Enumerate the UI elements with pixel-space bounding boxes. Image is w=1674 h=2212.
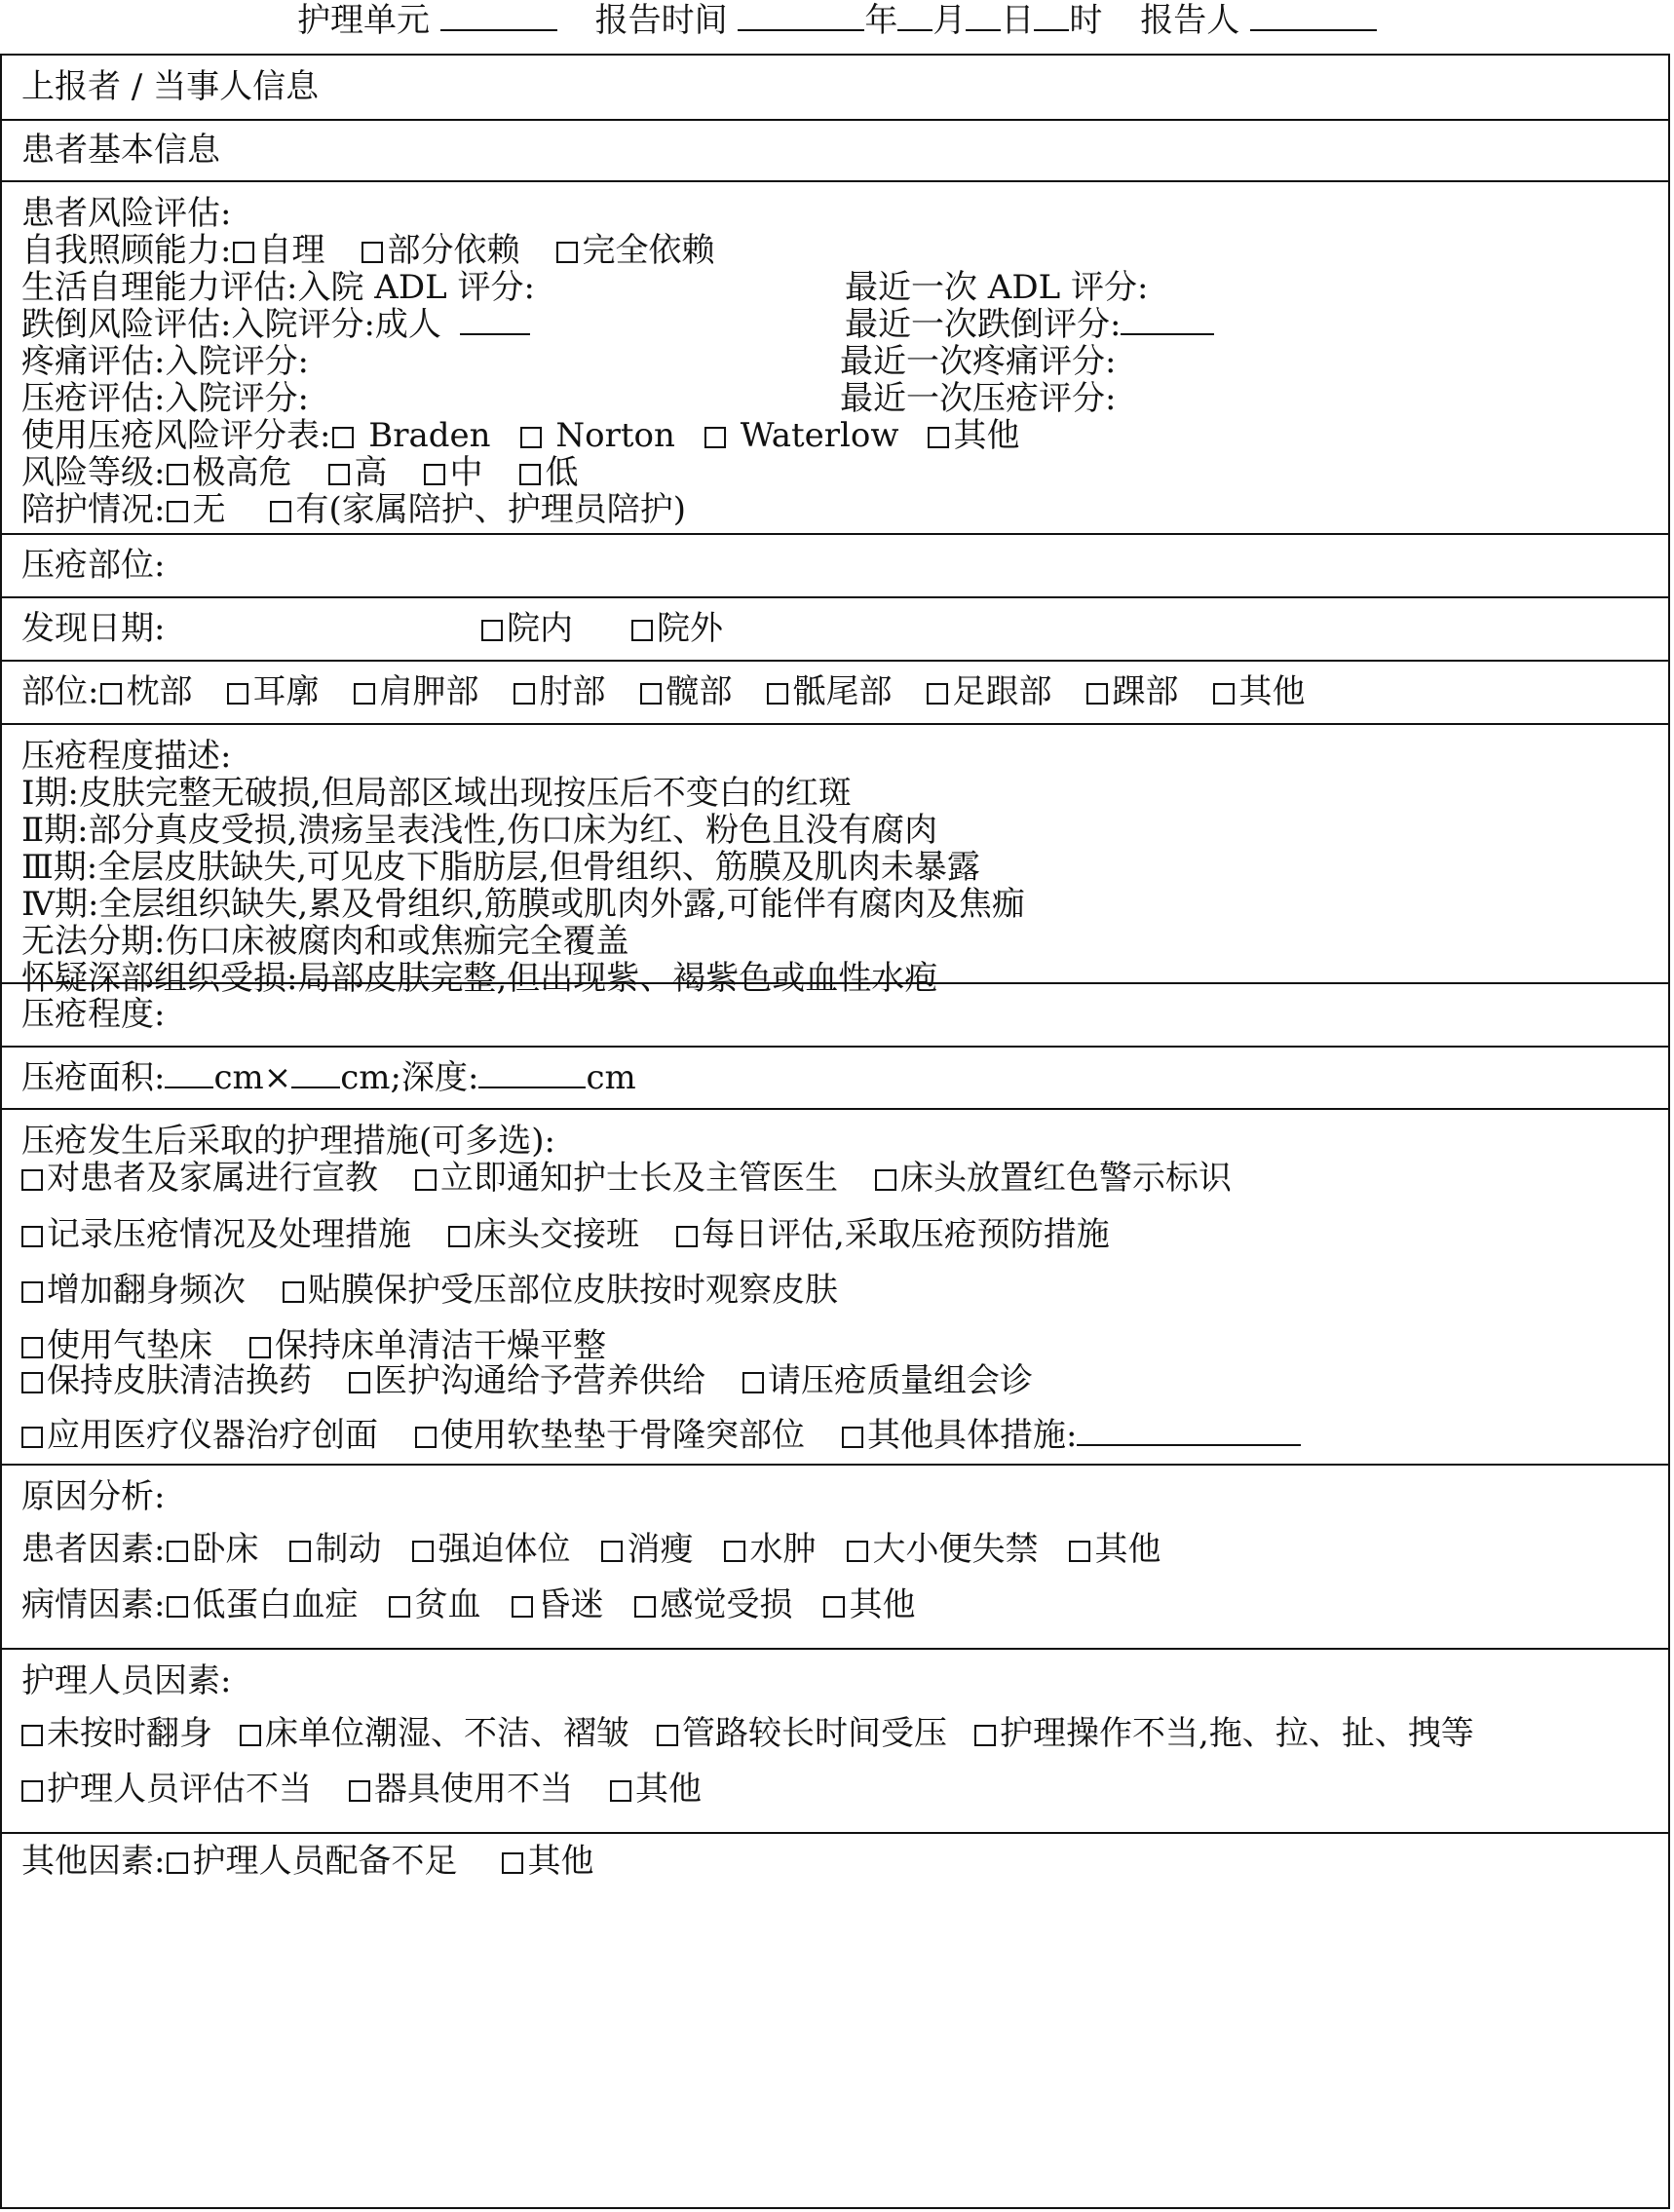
location-row: [21, 665, 1658, 719]
location-option[interactable]: 足跟部: [925, 665, 1051, 719]
checkbox[interactable]: [270, 501, 291, 522]
stage-item: 无法分期:伤口床被腐肉和或焦痂完全覆盖: [21, 922, 629, 961]
scale-option[interactable]: Waterlow: [703, 408, 899, 463]
location-option[interactable]: 肩胛部: [352, 665, 478, 719]
other-section: [2, 1834, 1668, 1892]
scale-label: 使用压疮风险评分表:: [21, 416, 331, 455]
stage-item: Ⅱ期:部分真皮受损,溃疡呈表浅性,伤口床为红、粉色且没有腐肉: [21, 811, 938, 850]
checkbox[interactable]: [21, 1427, 43, 1448]
location-option[interactable]: 髋部: [638, 665, 732, 719]
measure-option[interactable]: 增加翻身频次: [19, 1263, 246, 1317]
patient-section-title: 患者基本信息: [21, 131, 220, 170]
other-factor-option[interactable]: 其他: [500, 1834, 593, 1888]
measure-option[interactable]: 贴膜保护受压部位皮肤按时观察皮肤: [281, 1263, 838, 1317]
checkbox[interactable]: [634, 1596, 656, 1618]
risk-level-option[interactable]: 极高危: [165, 445, 291, 500]
stage-item: 怀疑深部组织受损:局部皮肤完整,但出现紫、褐紫色或血性水疱: [21, 959, 938, 998]
degree-label: 压疮程度:: [21, 995, 166, 1034]
measure-option[interactable]: 医护沟通给予营养供给: [347, 1354, 705, 1408]
patient-factor-option[interactable]: 强迫体位: [410, 1522, 570, 1577]
measures-row: [19, 1354, 1658, 1408]
checkbox[interactable]: [21, 1169, 43, 1191]
patient-factor-option[interactable]: 消瘦: [599, 1522, 693, 1577]
report-year-input[interactable]: [738, 0, 864, 31]
checkbox[interactable]: [21, 1281, 43, 1303]
risk-level-option[interactable]: 低: [517, 445, 578, 500]
checkbox[interactable]: [875, 1169, 896, 1191]
other-factor-option[interactable]: 护理人员配备不足: [165, 1834, 457, 1888]
measure-option[interactable]: 使用气垫床: [19, 1318, 212, 1373]
checkbox[interactable]: [415, 1169, 437, 1191]
staff-factor-option[interactable]: 其他: [608, 1762, 702, 1816]
risk-level-option[interactable]: 中: [422, 445, 482, 500]
stages-title: 压疮程度描述:: [21, 737, 232, 776]
location-section: [2, 662, 1668, 725]
disease-factors-row: [21, 1578, 1658, 1632]
measure-option[interactable]: 保持皮肤清洁换药: [19, 1354, 312, 1408]
checkbox[interactable]: [389, 1596, 410, 1618]
nursing-unit-input[interactable]: [440, 0, 557, 31]
area-row: [21, 1050, 1658, 1105]
checkbox[interactable]: [724, 1541, 745, 1562]
area-depth-label: cm;深度:: [340, 1058, 479, 1097]
staff-title: 护理人员因素:: [21, 1661, 232, 1700]
patient-factor-option[interactable]: 水肿: [722, 1522, 816, 1577]
escort-row: [21, 482, 1658, 537]
checkbox[interactable]: [167, 1596, 188, 1618]
patient-factor-option[interactable]: 制动: [287, 1522, 381, 1577]
fall-recent-label: 最近一次跌倒评分:: [845, 305, 1122, 344]
degree-section: [2, 984, 1668, 1048]
risk-section: [2, 182, 1668, 535]
checkbox[interactable]: [240, 1725, 261, 1746]
other-measure-input[interactable]: [1077, 1415, 1301, 1446]
checkbox[interactable]: [289, 1541, 311, 1562]
checkbox[interactable]: [842, 1427, 863, 1448]
staff-section: [2, 1650, 1668, 1834]
patient-factor-option[interactable]: 其他: [1067, 1522, 1160, 1577]
scale-option[interactable]: Norton: [518, 408, 675, 463]
report-month-input[interactable]: [897, 0, 932, 31]
checkbox[interactable]: [481, 620, 503, 641]
report-day-input[interactable]: [966, 0, 1001, 31]
measure-option[interactable]: 请压疮质量组会诊: [741, 1354, 1033, 1408]
patient-factors-row: [21, 1522, 1658, 1577]
nursing-unit-field: [297, 0, 557, 40]
day-label: 日: [1001, 1, 1035, 40]
discovery-option[interactable]: 院内: [479, 601, 573, 656]
adl-recent-label: 最近一次 ADL 评分:: [845, 268, 1149, 307]
disease-factor-option[interactable]: 其他: [821, 1578, 915, 1632]
patient-factor-option[interactable]: 卧床: [165, 1522, 258, 1577]
measures-row: [19, 1207, 1658, 1262]
staff-factor-option[interactable]: 护理操作不当,拖、拉、扯、拽等: [972, 1706, 1474, 1761]
area-cm-times: cm×: [213, 1058, 292, 1097]
escort-label: 陪护情况:: [21, 490, 166, 529]
ulcer-score-label: 压疮评估:入院评分:: [21, 379, 309, 418]
checkbox[interactable]: [631, 620, 653, 641]
checkbox[interactable]: [349, 1372, 370, 1393]
checkbox[interactable]: [514, 683, 535, 705]
checkbox[interactable]: [974, 1725, 996, 1746]
area-depth-unit: cm: [586, 1058, 636, 1097]
checkbox[interactable]: [283, 1281, 304, 1303]
checkbox[interactable]: [227, 683, 248, 705]
ulcer-recent-label: 最近一次压疮评分:: [840, 379, 1117, 418]
reporter-section: [2, 56, 1668, 121]
disease-factor-option[interactable]: 昏迷: [510, 1578, 603, 1632]
checkbox[interactable]: [349, 1780, 370, 1802]
staff-factor-option[interactable]: 器具使用不当: [347, 1762, 573, 1816]
checkbox[interactable]: [676, 1226, 698, 1247]
stage-item: Ⅳ期:全层组织缺失,累及骨组织,筋膜或肌肉外露,可能伴有腐肉及焦痂: [21, 885, 1025, 924]
staff-factor-option[interactable]: 未按时翻身: [19, 1706, 212, 1761]
reporter-label: 报告人: [1140, 1, 1240, 40]
fall-score-input[interactable]: [460, 304, 530, 335]
measures-section: [2, 1110, 1668, 1466]
measure-option[interactable]: 床头交接班: [446, 1207, 639, 1262]
checkbox[interactable]: [354, 683, 375, 705]
patient-factor-option[interactable]: 大小便失禁: [845, 1522, 1038, 1577]
discovery-options: [479, 601, 758, 656]
checkbox[interactable]: [847, 1541, 868, 1562]
disease-factor-option[interactable]: 贫血: [387, 1578, 480, 1632]
checkbox[interactable]: [1069, 1541, 1090, 1562]
risk-level-label: 风险等级:: [21, 453, 166, 492]
site-section: [2, 535, 1668, 598]
report-time-field: [595, 0, 1103, 40]
measures-row: [19, 1408, 1658, 1463]
pain-label: 疼痛评估:入院评分:: [21, 342, 309, 381]
checkbox[interactable]: [657, 1725, 678, 1746]
checkbox[interactable]: [742, 1372, 764, 1393]
checkbox[interactable]: [767, 683, 788, 705]
nursing-unit-label: 护理单元: [296, 1, 430, 40]
location-option[interactable]: 其他: [1211, 665, 1305, 719]
checkbox[interactable]: [823, 1596, 845, 1618]
area-section: [2, 1048, 1668, 1110]
risk-level-option[interactable]: 高: [326, 445, 387, 500]
checkbox[interactable]: [21, 1780, 43, 1802]
width-input[interactable]: [291, 1057, 340, 1088]
stage-item: Ⅲ期:全层皮肤缺失,可见皮下脂肪层,但骨组织、筋膜及肌肉未暴露: [21, 848, 980, 887]
disease-factor-option[interactable]: 低蛋白血症: [165, 1578, 358, 1632]
measure-option[interactable]: 使用软垫垫于骨隆突部位: [413, 1408, 805, 1463]
discovery-row: [21, 601, 1658, 656]
scale-option[interactable]: Braden: [330, 408, 490, 463]
risk-title: 患者风险评估:: [21, 194, 232, 233]
form-header: [0, 0, 1674, 43]
measure-option[interactable]: 其他具体措施:: [840, 1408, 1301, 1463]
checkbox[interactable]: [415, 1427, 437, 1448]
checkbox[interactable]: [927, 683, 948, 705]
fall-recent-input[interactable]: [1121, 304, 1214, 335]
measures-row: [19, 1151, 1658, 1205]
fall-label: 跌倒风险评估:入院评分:成人: [21, 305, 441, 344]
location-option[interactable]: 踝部: [1084, 665, 1178, 719]
site-title: 压疮部位:: [21, 546, 166, 585]
checkbox[interactable]: [21, 1372, 43, 1393]
checkbox[interactable]: [610, 1780, 631, 1802]
checkbox[interactable]: [167, 501, 188, 522]
measure-option[interactable]: 立即通知护士长及主管医生: [413, 1151, 838, 1205]
other-factors-label: 其他因素:: [21, 1842, 166, 1881]
report-hour-input[interactable]: [1034, 0, 1069, 31]
discovery-option[interactable]: 院外: [629, 601, 723, 656]
staff-factor-option[interactable]: 床单位潮湿、不洁、褶皱: [238, 1706, 629, 1761]
checkbox[interactable]: [1086, 683, 1108, 705]
patient-factors-label: 患者因素:: [21, 1530, 166, 1569]
location-label: 部位:: [21, 672, 99, 711]
checkbox[interactable]: [601, 1541, 623, 1562]
area-label: 压疮面积:: [21, 1058, 166, 1097]
measure-option[interactable]: 保持床单清洁干燥平整: [247, 1318, 606, 1373]
measure-option[interactable]: 床头放置红色警示标识: [873, 1151, 1232, 1205]
self-care-option[interactable]: 完全依赖: [554, 223, 714, 278]
hour-label: 时: [1069, 1, 1103, 40]
location-option[interactable]: 骶尾部: [765, 665, 892, 719]
measure-option[interactable]: 对患者及家属进行宣教: [19, 1151, 378, 1205]
location-option[interactable]: 肘部: [512, 665, 605, 719]
adl-label: 生活自理能力评估:入院 ADL 评分:: [21, 268, 535, 307]
checkbox[interactable]: [167, 1541, 188, 1562]
staff-factors-row: [19, 1706, 1658, 1761]
self-care-label: 自我照顾能力:: [21, 231, 232, 270]
disease-factor-option[interactable]: 感觉受损: [632, 1578, 792, 1632]
measures-title: 压疮发生后采取的护理措施(可多选):: [21, 1122, 555, 1161]
checkbox[interactable]: [1213, 683, 1235, 705]
discovery-label: 发现日期:: [21, 609, 166, 648]
location-option[interactable]: 枕部: [98, 665, 192, 719]
month-label: 月: [932, 1, 967, 40]
measure-option[interactable]: 应用医疗仪器治疗创面: [19, 1408, 378, 1463]
escort-option[interactable]: 有(家属陪护、护理员陪护): [268, 482, 686, 537]
self-care-option[interactable]: 部分依赖: [360, 223, 519, 278]
discovery-section: [2, 598, 1668, 662]
checkbox[interactable]: [448, 1226, 470, 1247]
self-care-option[interactable]: 自理: [231, 223, 324, 278]
location-option[interactable]: 耳廓: [225, 665, 319, 719]
staff-factors-row: [19, 1762, 1658, 1816]
checkbox[interactable]: [512, 1596, 533, 1618]
patient-section: [2, 121, 1668, 182]
reporter-section-title: 上报者 / 当事人信息: [21, 67, 320, 106]
depth-input[interactable]: [478, 1057, 586, 1088]
measures-row: [19, 1263, 1658, 1317]
checkbox[interactable]: [412, 1541, 434, 1562]
causes-section: [2, 1466, 1668, 1650]
checkbox[interactable]: [167, 1852, 188, 1874]
pain-recent-label: 最近一次疼痛评分:: [840, 342, 1117, 381]
causes-title: 原因分析:: [21, 1477, 166, 1516]
staff-factor-option[interactable]: 管路较长时间受压: [655, 1706, 947, 1761]
year-label: 年: [864, 1, 898, 40]
pressure-ulcer-report-form: [0, 54, 1670, 2209]
stages-section: [2, 725, 1668, 998]
checkbox[interactable]: [21, 1226, 43, 1247]
checkbox[interactable]: [21, 1725, 43, 1746]
reporter-input[interactable]: [1250, 0, 1377, 31]
measure-option[interactable]: 记录压疮情况及处理措施: [19, 1207, 411, 1262]
measure-option[interactable]: 每日评估,采取压疮预防措施: [674, 1207, 1110, 1262]
scale-option[interactable]: 其他: [926, 408, 1019, 463]
checkbox[interactable]: [640, 683, 662, 705]
checkbox[interactable]: [100, 683, 122, 705]
length-input[interactable]: [165, 1057, 213, 1088]
staff-factor-option[interactable]: 护理人员评估不当: [19, 1762, 312, 1816]
escort-option[interactable]: 无: [165, 482, 225, 537]
other-factors-row: [21, 1834, 1658, 1888]
reporter-field: [1140, 0, 1377, 40]
checkbox[interactable]: [502, 1852, 523, 1874]
report-time-label: 报告时间: [594, 1, 728, 40]
stage-item: Ⅰ期:皮肤完整无破损,但局部区域出现按压后不变白的红斑: [21, 774, 852, 813]
disease-factors-label: 病情因素:: [21, 1585, 166, 1624]
